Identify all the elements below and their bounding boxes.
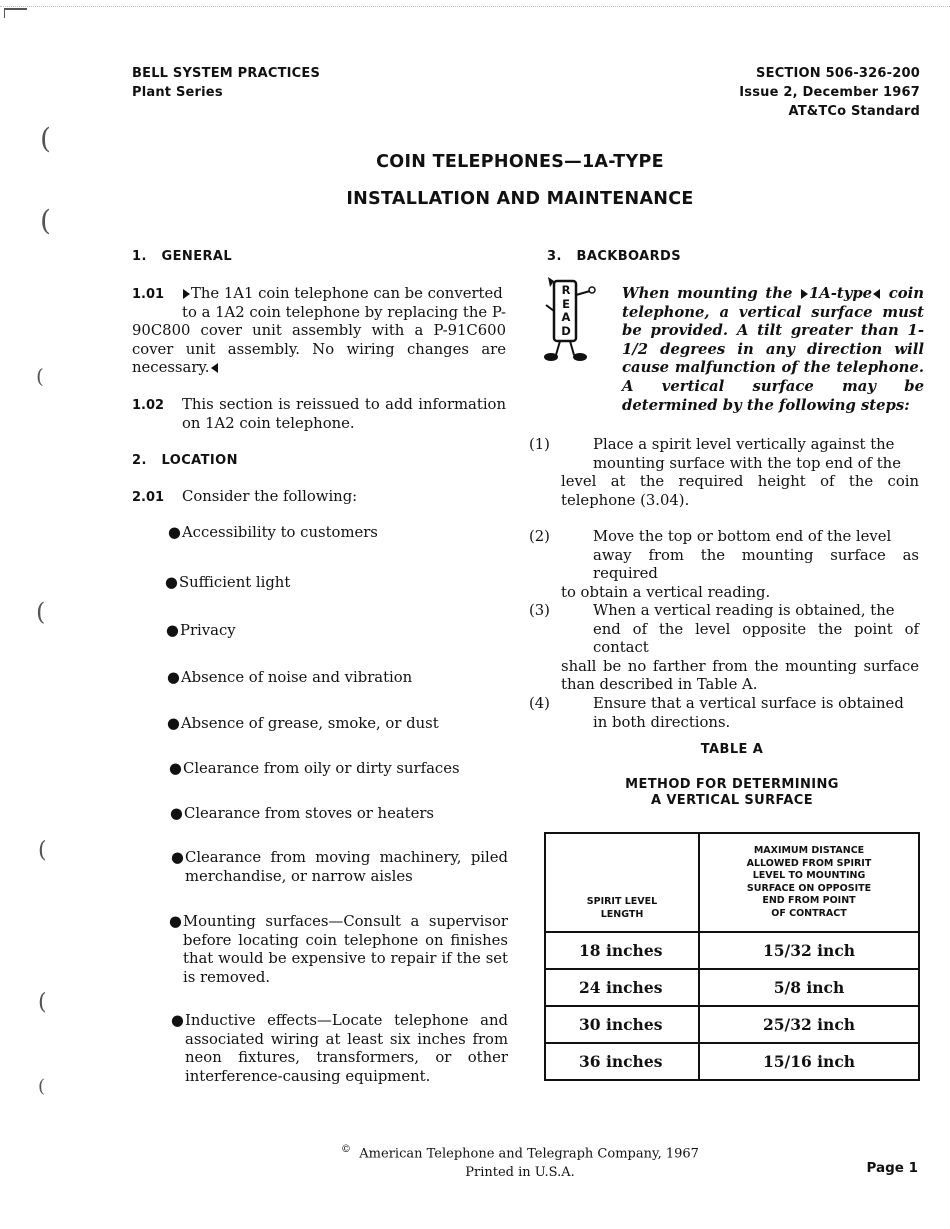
table-header-text: SPIRIT LEVEL LENGTH xyxy=(586,896,658,920)
table-header-row xyxy=(545,833,919,932)
list-item-text: Absence of grease, smoke, or dust xyxy=(181,715,439,732)
table-cell-text: 15/32 inch xyxy=(762,941,856,960)
bullet-icon: ● xyxy=(167,669,180,686)
table-cell xyxy=(545,932,699,969)
page-number: Page 1 xyxy=(866,1160,918,1176)
table-cell xyxy=(545,1006,699,1043)
paragraph-text: Consider the following: xyxy=(182,488,358,505)
step-text: away from the mounting surface as required xyxy=(593,546,919,583)
table-cell-text: 36 inches xyxy=(579,1052,663,1071)
paragraph-number: 1.01 xyxy=(132,287,165,302)
table-cell xyxy=(699,1006,919,1043)
step-text: Ensure that a vertical surface is obtained xyxy=(593,695,904,712)
backboard-note xyxy=(622,285,924,415)
read-figure-icon xyxy=(542,275,598,363)
table-row xyxy=(545,932,919,969)
step-item xyxy=(529,436,919,510)
paragraph-text: The 1A1 coin telephone can be converted xyxy=(191,285,503,302)
step-number: (1) xyxy=(529,436,550,453)
list-item-text: Inductive effects—Locate telephone and associated wiring at least six inches from neon fixtures, transformers, or other interference-causing equipment. xyxy=(185,1012,508,1085)
binder-mark: ( xyxy=(38,990,47,1015)
step-text: When a vertical reading is obtained, the xyxy=(593,602,895,619)
list-item xyxy=(165,574,505,593)
table-cell-text: 5/8 inch xyxy=(773,978,845,997)
paragraph-2-01 xyxy=(132,488,506,507)
change-start-arrow xyxy=(801,289,808,299)
bullet-icon: ● xyxy=(167,715,180,732)
change-end-arrow xyxy=(211,363,218,373)
list-item-text: Clearance from stoves or heaters xyxy=(184,805,435,822)
table-header-cell xyxy=(699,833,919,932)
table-cell-text: 25/32 inch xyxy=(762,1015,856,1034)
section-1-heading: 1. GENERAL xyxy=(132,249,233,264)
table-cell xyxy=(699,969,919,1006)
binder-mark: ( xyxy=(40,204,51,237)
step-text: end of the level opposite the point of contact xyxy=(593,620,919,657)
scan-edge-line xyxy=(0,6,950,7)
step-text: to obtain a vertical reading. xyxy=(561,583,771,601)
binder-mark: ( xyxy=(36,598,46,626)
change-end-arrow xyxy=(873,289,880,299)
bullet-icon: ● xyxy=(170,805,183,822)
list-item xyxy=(167,715,507,734)
table-row xyxy=(545,1043,919,1080)
header-plant: Plant Series xyxy=(132,85,223,100)
step-text: shall be no farther from the mounting surface than described in Table A. xyxy=(561,657,919,694)
bullet-icon: ● xyxy=(168,524,181,541)
list-item xyxy=(167,669,507,688)
header-right xyxy=(739,64,920,121)
step-text: in both directions. xyxy=(593,713,731,731)
bullet-icon: ● xyxy=(166,622,179,639)
read-letter: A xyxy=(561,310,571,324)
list-item xyxy=(168,524,508,543)
list-item xyxy=(166,622,506,641)
table-caption-line: METHOD FOR DETERMINING xyxy=(625,777,839,792)
paragraph-number: 1.02 xyxy=(132,398,165,413)
table-cell-text: 15/16 inch xyxy=(762,1052,856,1071)
table-cell xyxy=(545,1043,699,1080)
note-text: 1A-type xyxy=(808,285,873,302)
bullet-icon: ● xyxy=(165,574,178,591)
section-3-heading: 3. BACKBOARDS xyxy=(547,249,681,264)
list-item-text: Privacy xyxy=(180,622,236,639)
read-letter: R xyxy=(561,283,571,297)
data-table xyxy=(544,832,920,1081)
table-cell-text: 24 inches xyxy=(579,978,663,997)
table-label: TABLE A xyxy=(700,742,764,757)
read-letter: D xyxy=(561,323,571,338)
binder-mark: ( xyxy=(40,122,51,155)
note-text: When mounting the xyxy=(622,285,800,302)
binder-mark: ( xyxy=(38,1076,46,1097)
read-letter: E xyxy=(562,296,570,311)
binder-mark: ( xyxy=(38,838,47,863)
list-item-text: Mounting surfaces—Consult a supervisor before locating coin telephone on finishes that would be expensive to repair if the set is removed. xyxy=(183,913,508,986)
list-item-text: Sufficient light xyxy=(179,574,291,591)
step-item xyxy=(529,528,919,602)
printed-in: Printed in U.S.A. xyxy=(465,1165,575,1181)
header-series: BELL SYSTEM PRACTICES xyxy=(132,66,321,81)
table-cell-text: 18 inches xyxy=(579,941,663,960)
step-number: (2) xyxy=(529,528,550,545)
paragraph-text: to a 1A2 coin telephone by replacing the P-90C800 cover unit assembly with a P-91C600 cover unit assembly. No wiring changes are necessary. xyxy=(132,303,506,377)
paragraph-text: This section is reissued to add information on 1A2 coin telephone. xyxy=(182,396,506,432)
header-left xyxy=(132,64,320,102)
table-cell-text: 30 inches xyxy=(579,1015,663,1034)
bullet-icon: ● xyxy=(169,760,182,777)
change-start-arrow xyxy=(183,289,190,299)
step-item xyxy=(529,695,919,732)
step-text: Move the top or bottom end of the level xyxy=(593,528,892,545)
list-item xyxy=(169,913,508,987)
table-caption xyxy=(544,777,920,809)
step-text: level at the required height of the coin telephone (3.04). xyxy=(561,473,919,509)
list-item-text: Clearance from moving machinery, piled merchandise, or narrow aisles xyxy=(185,849,508,885)
scan-corner-mark xyxy=(4,8,27,18)
header-section: SECTION 506-326-200 xyxy=(756,66,920,81)
paragraph-number: 2.01 xyxy=(132,490,165,505)
table-cell xyxy=(545,969,699,1006)
paragraph-text-cont xyxy=(132,304,506,378)
step-text: Place a spirit level vertically against the xyxy=(593,436,895,453)
list-item-text: Absence of noise and vibration xyxy=(181,669,413,686)
list-item xyxy=(169,760,509,779)
binder-mark: ( xyxy=(36,364,44,388)
section-2-heading: 2. LOCATION xyxy=(132,453,238,468)
table-cell xyxy=(699,932,919,969)
list-item xyxy=(171,1012,508,1086)
table-row xyxy=(545,969,919,1006)
list-item xyxy=(171,849,508,886)
page-subtitle: INSTALLATION AND MAINTENANCE xyxy=(346,189,694,209)
header-standard: AT&TCo Standard xyxy=(788,104,920,119)
list-item-text: Clearance from oily or dirty surfaces xyxy=(183,760,460,777)
list-item xyxy=(170,805,510,824)
table-caption-line: A VERTICAL SURFACE xyxy=(650,793,814,808)
step-number: (4) xyxy=(529,695,550,712)
bullet-icon: ● xyxy=(169,913,182,930)
footer-copyright xyxy=(0,1140,950,1182)
paragraph-1-02 xyxy=(132,396,506,433)
step-item xyxy=(529,602,919,695)
table-cell xyxy=(699,1043,919,1080)
bullet-icon: ● xyxy=(171,1012,184,1029)
step-text: mounting surface with the top end of the xyxy=(593,454,901,472)
copyright-icon: © xyxy=(341,1144,352,1155)
copyright-text: American Telephone and Telegraph Company, 1967 xyxy=(359,1146,699,1162)
header-issue: Issue 2, December 1967 xyxy=(739,85,920,100)
list-item-text: Accessibility to customers xyxy=(182,524,378,541)
step-number: (3) xyxy=(529,602,550,619)
bullet-icon: ● xyxy=(171,849,184,866)
table-header-text: MAXIMUM DISTANCE ALLOWED FROM SPIRIT LEVEL TO MOUNTING SURFACE ON OPPOSITE END FROM POINT OF CONTRACT xyxy=(746,845,872,919)
page-title: COIN TELEPHONES—1A-TYPE xyxy=(376,152,664,172)
paragraph-1-01 xyxy=(132,285,506,378)
table-header-cell xyxy=(545,833,699,932)
note-text: coin telephone, a vertical surface must be provided. A tilt greater than 1-1/2 degrees in any direction will cause malfunction of the telephone. A vertical surface may be determined by the following steps: xyxy=(622,285,924,414)
table-row xyxy=(545,1006,919,1043)
